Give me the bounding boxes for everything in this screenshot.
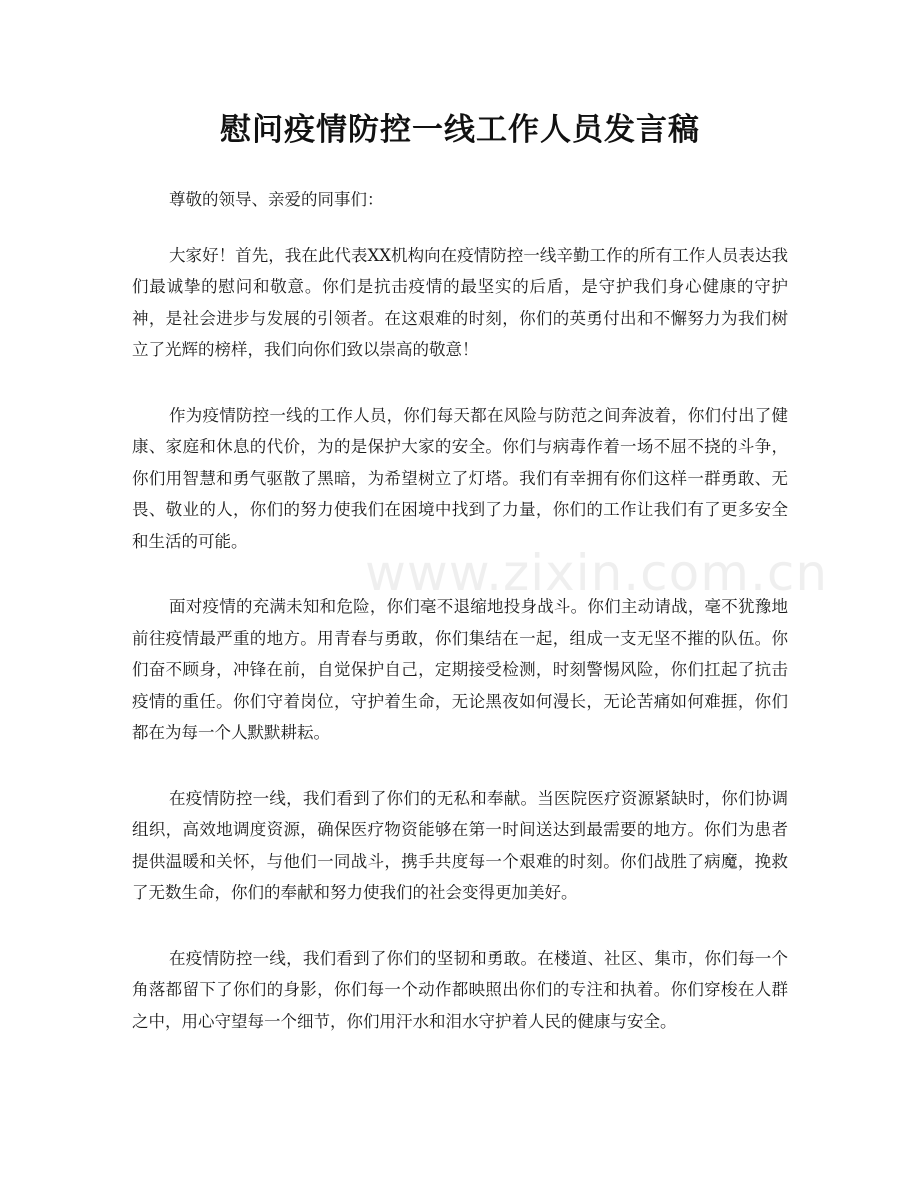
paragraph-2: 作为疫情防控一线的工作人员，你们每天都在风险与防范之间奔波着，你们付出了健康、家庭和休息的代价，为的是保护大家的安全。你们与病毒作着一场不屈不挠的斗争，你们用智慧和勇气驱散了黑暗，为希望树立了灯塔。我们有幸拥有你们这样一群勇敢、无畏、敬业的人，你们的努力使我们在困境中找到了力量，你们的工作让我们有了更多安全和生活的可能。 (132, 405, 788, 551)
salutation: 尊敬的领导、亲爱的同事们： (169, 190, 384, 209)
paragraph-3: 面对疫情的充满未知和危险，你们毫不退缩地投身战斗。你们主动请战，毫不犹豫地前往疫情最严重的地方。用青春与勇敢，你们集结在一起，组成一支无坚不摧的队伍。你们奋不顾身，冲锋在前，自觉保护自己，定期接受检测，时刻警惕风险，你们扛起了抗击疫情的重任。你们守着岗位，守护着生命，无论黑夜如何漫长，无论苦痛如何难捱，你们都在为每一个人默默耕耘。 (132, 597, 788, 742)
watermark: www.zixin.com.cn (365, 544, 829, 602)
page-title: 慰问疫情防控一线工作人员发言稿 (220, 112, 700, 148)
paragraph-1: 大家好！首先，我在此代表XX机构向在疫情防控一线辛勤工作的所有工作人员表达我们最诚挚的慰问和敬意。你们是抗击疫情的最坚实的后盾，是守护我们身心健康的守护神，是社会进步与发展的引领者。在这艰难的时刻，你们的英勇付出和不懈努力为我们树立了光辉的榜样，我们向你们致以崇高的敬意！ (132, 245, 788, 359)
document-body (132, 184, 788, 1071)
paragraph-4: 在疫情防控一线，我们看到了你们的无私和奉献。当医院医疗资源紧缺时，你们协调组织，高效地调度资源，确保医疗物资能够在第一时间送达到最需要的地方。你们为患者提供温暖和关怀，与他们一同战斗，携手共度每一个艰难的时刻。你们战胜了病魔，挽救了无数生命，你们的奉献和努力使我们的社会变得更加美好。 (132, 788, 788, 902)
paragraph-5: 在疫情防控一线，我们看到了你们的坚韧和勇敢。在楼道、社区、集市，你们每一个角落都留下了你们的身影，你们每一个动作都映照出你们的专注和执着。你们穿梭在人群之中，用心守望每一个细节，你们用汗水和泪水守护着人民的健康与安全。 (132, 948, 788, 1031)
